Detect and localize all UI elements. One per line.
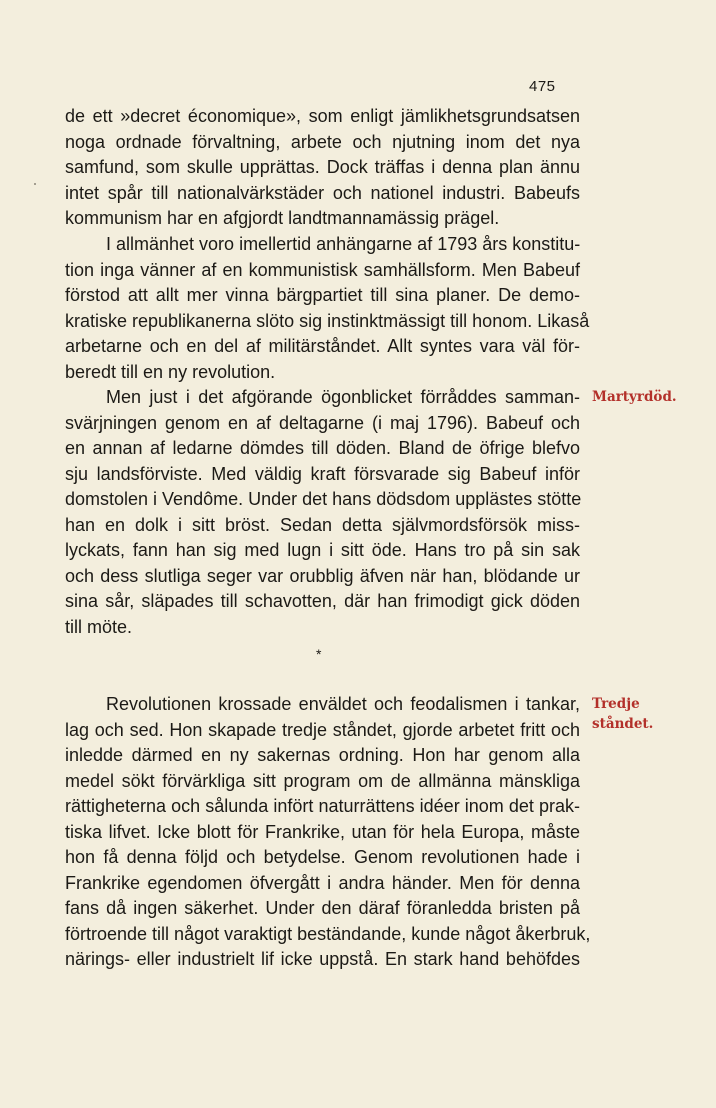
margin-note-tredje-standet <box>592 694 653 734</box>
text-line: tion inga vänner af en kommunistisk samhällsform. Men Babeuf <box>65 259 580 280</box>
text-line: Frankrike egendomen öfvergått i andra händer. Men för denna <box>65 872 580 893</box>
text-line: domstolen i Vendôme. Under det hans dödsdom upplästes stötte <box>65 489 582 509</box>
text-line: kommunism har en afgjordt landtmannamässig prägel. <box>65 208 500 228</box>
text-line: sju landsförviste. Med väldig kraft försvarade sig Babeuf inför <box>65 463 580 484</box>
page-number: 475 <box>529 78 556 95</box>
text-line: intet spår till nationalvärkstäder och nationel industri. Babeufs <box>65 182 580 203</box>
paragraph-4 <box>65 692 591 973</box>
text-line: förtroende till något varaktigt beständande, kunde något åkerbruk, <box>65 923 591 944</box>
text-line: medel sökt förvärkliga sitt program om de allmänna mänskliga <box>65 770 580 791</box>
text-line: arbetarne och en del af militärståndet. Allt syntes vara väl för- <box>65 336 580 356</box>
margin-note-line: Tredje <box>592 696 640 712</box>
text-line: sina sår, släpades till schavotten, där han frimodigt gick döden <box>65 591 580 611</box>
paper-speck <box>34 183 36 185</box>
text-line: lyckats, fann han sig med lugn i sitt öde. Hans tro på sin sak <box>65 540 580 560</box>
text-line: tiska lifvet. Icke blott för Frankrike, utan för hela Europa, måste <box>65 821 580 842</box>
text-line: inledde därmed en ny sakernas ordning. Hon har genom alla <box>65 745 580 765</box>
text-line: Revolutionen krossade enväldet och feodalismen i tankar, <box>106 694 580 714</box>
text-line: noga ordnade förvaltning, arbete och njutning inom det nya <box>65 131 580 152</box>
text-line: Men just i det afgörande ögonblicket förråddes samman- <box>106 387 580 407</box>
text-line: närings- eller industrielt lif icke uppstå. En stark hand behöfdes <box>65 949 580 969</box>
text-line: beredt till en ny revolution. <box>65 361 276 382</box>
paragraph-3 <box>65 385 580 640</box>
text-line: till möte. <box>65 616 133 637</box>
text-line: rättigheterna och sålunda infört naturrättens idéer inom det prak- <box>65 796 580 816</box>
text-line: samfund, som skulle upprättas. Dock träffas i denna plan ännu <box>65 157 580 177</box>
text-line: kratiske republikanerna slöto sig instinktmässigt till honom. Likaså <box>65 310 590 331</box>
margin-note-martyrdod: Martyrdöd. <box>592 389 677 405</box>
margin-note-line: ståndet. <box>592 716 654 732</box>
text-line: svärjningen genom en af deltagarne (i maj 1796). Babeuf och <box>65 412 580 433</box>
text-line: hon få denna följd och betydelse. Genom revolutionen hade i <box>65 847 580 867</box>
text-line: och dess slutliga seger var orubblig äfven när han, blödande ur <box>65 565 580 586</box>
paragraph-1 <box>65 104 580 232</box>
text-line: fans då ingen säkerhet. Under den däraf föranledda bristen på <box>65 898 580 918</box>
text-line: I allmänhet voro imellertid anhängarne af 1793 års konstitu- <box>106 234 581 254</box>
text-line: förstod att allt mer vinna bärgpartiet till sina planer. De demo- <box>65 285 580 305</box>
text-line: de ett »decret économique», som enligt jämlikhetsgrundsatsen <box>65 106 580 126</box>
section-separator: * <box>316 646 322 662</box>
paragraph-2 <box>65 232 590 385</box>
text-line: en annan af ledarne dömdes till döden. Bland de öfrige blefvo <box>65 438 580 458</box>
text-line: lag och sed. Hon skapade tredje ståndet, gjorde arbetet fritt och <box>65 719 580 740</box>
text-line: han en dolk i sitt bröst. Sedan detta självmordsförsök miss- <box>65 514 580 535</box>
